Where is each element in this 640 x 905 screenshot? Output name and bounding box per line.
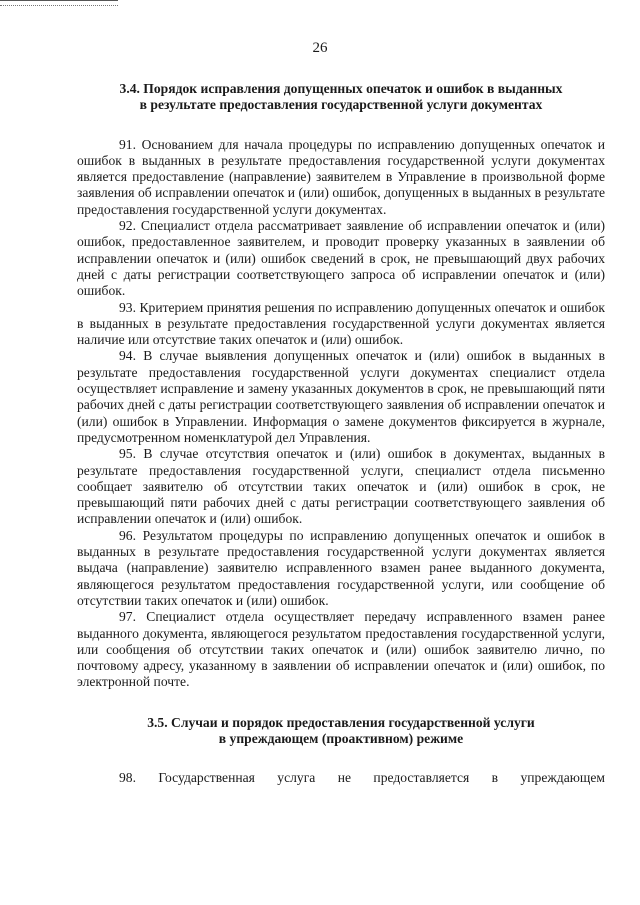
document-body [77,81,605,787]
section-3-5-heading-line-1: 3.5. Случаи и порядок предоставления государственной услуги [147,714,535,730]
paragraph-93: 93. Критерием принятия решения по исправлению допущенных опечаток и ошибок в выданных в результате предоставления государственной услуги документах является наличие или отсутствие таких опечаток и (или) ошибок. [77,299,605,348]
section-3-4-heading-line-1: 3.4. Порядок исправления допущенных опечаток и ошибок в выданных [119,81,563,96]
paragraph-91: 91. Основанием для начала процедуры по исправлению допущенных опечаток и ошибок в выданных в результате предоставления государственной услуги документах является предоставление (направление) заявителем в Управление в произвольной форме заявления об исправлении опечаток и (или) ошибок, допущенных в выданных в результате предоставления государственной услуги документах. [77,136,605,217]
paragraph-95: 95. В случае отсутствия опечаток и (или) ошибок в документах, выданных в результате предоставления государственной услуги, специалист отдела письменно сообщает заявителю об отсутствии таких опечаток и (или) ошибок в срок, не превышающий пяти рабочих дней с даты регистрации соответствующего заявления об исправлении опечаток и (или) ошибок. [77,446,605,527]
paragraph-97: 97. Специалист отдела осуществляет передачу исправленного взамен ранее выданного документа, являющегося результатом предоставления государственной услуги, или сообщения об отсутствии таких опечаток и (или) ошибок заявителю лично, по почтовому адресу, указанному в заявлении об исправлении опечаток и (или) ошибок, по электронной почте. [77,609,605,690]
paragraph-96: 96. Результатом процедуры по исправлению допущенных опечаток и ошибок в выданных в результате предоставления государственной услуги документах является выдача (направление) заявителю исправленного взамен ранее выданного документа, являющегося результатом предоставления государственной услуги, или сообщение об отсутствии таких опечаток и (или) ошибок. [77,527,605,608]
page-number: 26 [312,40,328,56]
section-3-4-heading [77,81,605,114]
paragraph-98: 98. Государственная услуга не предоставляется в упреждающем [119,770,605,786]
section-3-5-heading-line-2: в упреждающем (проактивном) режиме [218,730,464,746]
paragraph-94: 94. В случае выявления допущенных опечаток и (или) ошибок в выданных в результате предоставления государственной услуги документах специалист отдела осуществляет исправление и замену указанных документов в срок, не превышающий пяти рабочих дней с даты регистрации соответствующего заявления об исправлении опечаток и (или) ошибок в Управлении. Информация о замене документов фиксируется в журнале, предусмотренном номенклатурой дел Управления. [77,348,605,445]
section-3-5-heading [77,715,605,748]
paragraph-92: 92. Специалист отдела рассматривает заявление об исправлении опечаток и (или) ошибок, предоставленное заявителем, и проводит проверку указанных в заявлении об исправлении опечаток и (или) ошибок сведений в срок, не превышающий двух рабочих дней с даты регистрации соответствующего запроса об исправлении опечаток и (или) ошибок. [77,218,605,299]
scan-edge-mark [0,0,118,6]
section-3-4-heading-line-2: в результате предоставления государственной услуги документах [139,97,543,113]
